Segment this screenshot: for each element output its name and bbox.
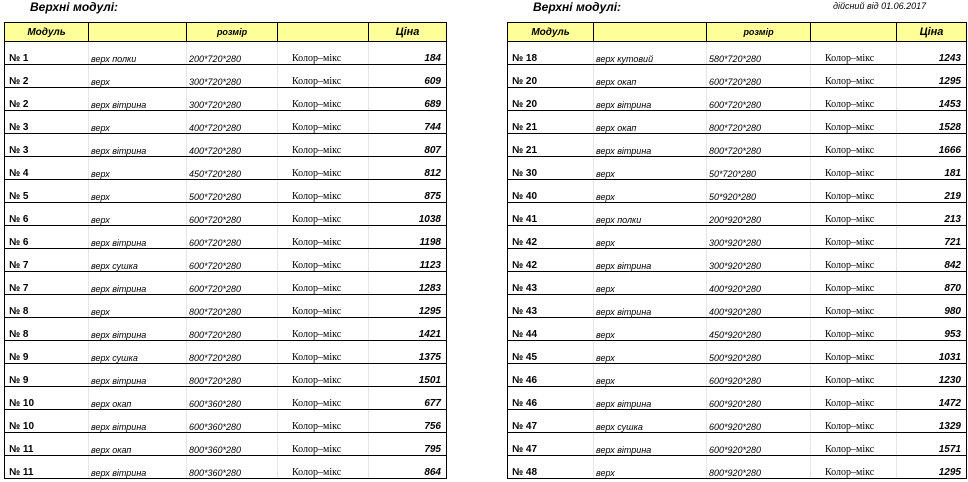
size-cell: 400*920*280: [707, 295, 811, 318]
table-row: [508, 226, 967, 249]
description-cell: верх вітрина: [594, 134, 707, 157]
color-cell: Колор–мікс: [811, 226, 897, 249]
description-cell: верх вітрина: [89, 272, 187, 295]
price-cell: 1038: [369, 203, 447, 226]
table-row: [5, 180, 447, 203]
description-cell: верх: [89, 65, 187, 88]
color-cell: Колор–мікс: [278, 88, 369, 111]
size-cell: 400*720*280: [187, 134, 278, 157]
size-cell: 800*360*280: [187, 456, 278, 479]
size-cell: 600*360*280: [187, 387, 278, 410]
price-cell: 864: [369, 456, 447, 479]
module-cell: № 20: [508, 65, 594, 88]
size-cell: 500*920*280: [707, 341, 811, 364]
color-cell: Колор–мікс: [278, 318, 369, 341]
module-cell: № 45: [508, 341, 594, 364]
color-cell: Колор–мікс: [811, 341, 897, 364]
color-cell: Колор–мікс: [278, 226, 369, 249]
table-row: [5, 318, 447, 341]
price-cell: 807: [369, 134, 447, 157]
module-cell: № 18: [508, 42, 594, 65]
price-cell: 219: [897, 180, 967, 203]
price-cell: 1295: [369, 295, 447, 318]
price-cell: 1295: [897, 65, 967, 88]
module-cell: № 1: [5, 42, 89, 65]
table-row: [508, 295, 967, 318]
module-cell: № 30: [508, 157, 594, 180]
price-cell: 875: [369, 180, 447, 203]
size-cell: 50*920*280: [707, 180, 811, 203]
table-row: [508, 318, 967, 341]
module-cell: № 48: [508, 456, 594, 479]
module-cell: № 4: [5, 157, 89, 180]
color-cell: Колор–мікс: [278, 295, 369, 318]
price-cell: 842: [897, 249, 967, 272]
color-cell: Колор–мікс: [278, 180, 369, 203]
module-cell: № 3: [5, 111, 89, 134]
size-cell: 200*920*280: [707, 203, 811, 226]
description-cell: верх: [594, 364, 707, 387]
description-cell: верх сушка: [594, 410, 707, 433]
description-cell: верх: [594, 456, 707, 479]
color-cell: Колор–мікс: [278, 249, 369, 272]
color-cell: Колор–мікс: [811, 433, 897, 456]
module-cell: № 42: [508, 226, 594, 249]
left-price-table: [4, 22, 447, 479]
color-cell: Колор–мікс: [811, 42, 897, 65]
description-cell: верх вітрина: [594, 88, 707, 111]
size-cell: 800*720*280: [187, 364, 278, 387]
module-cell: № 47: [508, 433, 594, 456]
size-column-header: розмір: [707, 23, 811, 42]
description-cell: верх вітрина: [89, 226, 187, 249]
description-cell: верх: [594, 341, 707, 364]
price-cell: 677: [369, 387, 447, 410]
size-cell: 800*720*280: [187, 318, 278, 341]
description-cell: верх окап: [89, 433, 187, 456]
color-cell: Колор–мікс: [811, 111, 897, 134]
price-cell: 1295: [897, 456, 967, 479]
description-cell: верх: [594, 226, 707, 249]
color-cell: Колор–мікс: [811, 364, 897, 387]
table-row: [508, 341, 967, 364]
description-column-header: [594, 23, 707, 42]
size-cell: 450*920*280: [707, 318, 811, 341]
price-cell: 870: [897, 272, 967, 295]
table-row: [5, 134, 447, 157]
table-row: [508, 272, 967, 295]
description-cell: верх: [89, 203, 187, 226]
size-cell: 300*920*280: [707, 226, 811, 249]
table-row: [508, 203, 967, 226]
table-row: [5, 157, 447, 180]
size-cell: 600*920*280: [707, 387, 811, 410]
color-cell: Колор–мікс: [811, 387, 897, 410]
size-cell: 580*720*280: [707, 42, 811, 65]
right-section-title: Верхні модулі:: [533, 0, 622, 14]
module-cell: № 9: [5, 341, 89, 364]
size-cell: 600*920*280: [707, 433, 811, 456]
color-cell: Колор–мікс: [278, 387, 369, 410]
table-row: [5, 203, 447, 226]
color-cell: Колор–мікс: [811, 65, 897, 88]
description-cell: верх: [89, 180, 187, 203]
price-cell: 756: [369, 410, 447, 433]
table-row: [5, 226, 447, 249]
module-cell: № 46: [508, 387, 594, 410]
size-cell: 800*720*280: [187, 295, 278, 318]
color-cell: Колор–мікс: [278, 157, 369, 180]
module-cell: № 2: [5, 88, 89, 111]
module-cell: № 3: [5, 134, 89, 157]
price-cell: 812: [369, 157, 447, 180]
color-cell: Колор–мікс: [278, 456, 369, 479]
price-cell: 1528: [897, 111, 967, 134]
table-row: [5, 410, 447, 433]
size-cell: 600*720*280: [187, 226, 278, 249]
table-row: [508, 456, 967, 479]
price-cell: 1123: [369, 249, 447, 272]
module-cell: № 42: [508, 249, 594, 272]
color-cell: Колор–мікс: [811, 295, 897, 318]
module-cell: № 7: [5, 249, 89, 272]
description-cell: верх полки: [594, 203, 707, 226]
table-row: [508, 134, 967, 157]
description-cell: верх вітрина: [89, 134, 187, 157]
price-cell: 1243: [897, 42, 967, 65]
color-cell: Колор–мікс: [278, 272, 369, 295]
size-cell: 450*720*280: [187, 157, 278, 180]
color-cell: Колор–мікс: [811, 180, 897, 203]
description-cell: верх вітрина: [594, 387, 707, 410]
table-row: [508, 364, 967, 387]
description-cell: верх кутовий: [594, 42, 707, 65]
size-cell: 600*720*280: [187, 203, 278, 226]
price-cell: 609: [369, 65, 447, 88]
price-cell: 181: [897, 157, 967, 180]
description-cell: верх: [594, 180, 707, 203]
table-row: [5, 88, 447, 111]
module-column-header: Модуль: [5, 23, 89, 42]
color-column-header: [278, 23, 369, 42]
table-row: [5, 111, 447, 134]
table-row: [508, 42, 967, 65]
size-cell: 300*720*280: [187, 88, 278, 111]
header-row: [508, 23, 967, 42]
color-cell: Колор–мікс: [811, 88, 897, 111]
color-cell: Колор–мікс: [278, 341, 369, 364]
price-cell: 1501: [369, 364, 447, 387]
price-cell: 1453: [897, 88, 967, 111]
price-cell: 213: [897, 203, 967, 226]
module-cell: № 43: [508, 272, 594, 295]
module-cell: № 46: [508, 364, 594, 387]
price-cell: 1329: [897, 410, 967, 433]
description-cell: верх окап: [594, 65, 707, 88]
table-row: [5, 456, 447, 479]
size-cell: 500*720*280: [187, 180, 278, 203]
size-cell: 600*720*280: [707, 65, 811, 88]
color-cell: Колор–мікс: [811, 456, 897, 479]
module-cell: № 41: [508, 203, 594, 226]
module-cell: № 9: [5, 364, 89, 387]
right-price-table: [507, 22, 967, 479]
validity-date-note: дійсний від 01.06.2017: [833, 1, 927, 11]
table-row: [508, 433, 967, 456]
color-cell: Колор–мікс: [278, 203, 369, 226]
module-cell: № 6: [5, 203, 89, 226]
color-cell: Колор–мікс: [278, 42, 369, 65]
color-cell: Колор–мікс: [811, 410, 897, 433]
module-cell: № 21: [508, 111, 594, 134]
color-cell: Колор–мікс: [278, 65, 369, 88]
module-cell: № 44: [508, 318, 594, 341]
color-cell: Колор–мікс: [811, 157, 897, 180]
description-cell: верх: [89, 295, 187, 318]
module-column-header: Модуль: [508, 23, 594, 42]
size-cell: 800*360*280: [187, 433, 278, 456]
color-cell: Колор–мікс: [811, 203, 897, 226]
price-column-header: Ціна: [897, 23, 967, 42]
table-row: [508, 249, 967, 272]
color-cell: Колор–мікс: [278, 364, 369, 387]
description-cell: верх сушка: [89, 249, 187, 272]
table-row: [5, 249, 447, 272]
size-cell: 600*360*280: [187, 410, 278, 433]
price-cell: 1666: [897, 134, 967, 157]
module-cell: № 10: [5, 410, 89, 433]
table-row: [5, 42, 447, 65]
price-cell: 1472: [897, 387, 967, 410]
color-cell: Колор–мікс: [278, 111, 369, 134]
description-cell: верх вітрина: [89, 88, 187, 111]
table-row: [508, 387, 967, 410]
color-cell: Колор–мікс: [278, 410, 369, 433]
price-cell: 1283: [369, 272, 447, 295]
color-cell: Колор–мікс: [278, 433, 369, 456]
module-cell: № 8: [5, 318, 89, 341]
description-cell: верх вітрина: [89, 456, 187, 479]
table-row: [5, 364, 447, 387]
table-row: [508, 180, 967, 203]
description-cell: верх: [594, 157, 707, 180]
size-cell: 600*720*280: [187, 249, 278, 272]
price-cell: 795: [369, 433, 447, 456]
size-cell: 400*720*280: [187, 111, 278, 134]
size-cell: 300*720*280: [187, 65, 278, 88]
price-cell: 1198: [369, 226, 447, 249]
module-cell: № 11: [5, 433, 89, 456]
size-cell: 800*720*280: [707, 134, 811, 157]
module-cell: № 8: [5, 295, 89, 318]
description-cell: верх полки: [89, 42, 187, 65]
module-cell: № 47: [508, 410, 594, 433]
header-row: [5, 23, 447, 42]
table-row: [5, 65, 447, 88]
table-row: [508, 410, 967, 433]
size-cell: 600*920*280: [707, 410, 811, 433]
description-cell: верх: [594, 272, 707, 295]
description-cell: верх окап: [89, 387, 187, 410]
table-row: [5, 295, 447, 318]
table-row: [508, 111, 967, 134]
table-row: [508, 65, 967, 88]
left-section-title: Верхні модулі:: [30, 0, 119, 14]
color-cell: Колор–мікс: [811, 134, 897, 157]
table-row: [5, 387, 447, 410]
module-cell: № 2: [5, 65, 89, 88]
module-cell: № 20: [508, 88, 594, 111]
size-cell: 800*720*280: [707, 111, 811, 134]
module-cell: № 7: [5, 272, 89, 295]
description-cell: верх: [594, 318, 707, 341]
price-column-header: Ціна: [369, 23, 447, 42]
price-cell: 1571: [897, 433, 967, 456]
description-cell: верх вітрина: [594, 249, 707, 272]
description-cell: верх: [89, 111, 187, 134]
size-cell: 800*920*280: [707, 456, 811, 479]
size-column-header: розмір: [187, 23, 278, 42]
price-cell: 689: [369, 88, 447, 111]
price-cell: 1421: [369, 318, 447, 341]
size-cell: 600*720*280: [187, 272, 278, 295]
price-cell: 744: [369, 111, 447, 134]
table-row: [508, 157, 967, 180]
size-cell: 50*720*280: [707, 157, 811, 180]
size-cell: 600*720*280: [707, 88, 811, 111]
description-cell: верх: [89, 157, 187, 180]
table-row: [5, 433, 447, 456]
price-cell: 980: [897, 295, 967, 318]
price-cell: 953: [897, 318, 967, 341]
size-cell: 400*920*280: [707, 272, 811, 295]
price-cell: 1031: [897, 341, 967, 364]
table-row: [5, 341, 447, 364]
table-row: [5, 272, 447, 295]
module-cell: № 10: [5, 387, 89, 410]
price-cell: 184: [369, 42, 447, 65]
module-cell: № 40: [508, 180, 594, 203]
description-cell: верх вітрина: [89, 318, 187, 341]
price-cell: 1375: [369, 341, 447, 364]
description-cell: верх окап: [594, 111, 707, 134]
color-column-header: [811, 23, 897, 42]
description-cell: верх вітрина: [594, 295, 707, 318]
description-cell: верх сушка: [89, 341, 187, 364]
module-cell: № 21: [508, 134, 594, 157]
color-cell: Колор–мікс: [811, 272, 897, 295]
description-cell: верх вітрина: [89, 410, 187, 433]
module-cell: № 5: [5, 180, 89, 203]
size-cell: 600*920*280: [707, 364, 811, 387]
color-cell: Колор–мікс: [811, 318, 897, 341]
description-cell: верх вітрина: [594, 433, 707, 456]
table-row: [508, 88, 967, 111]
size-cell: 800*720*280: [187, 341, 278, 364]
description-cell: верх вітрина: [89, 364, 187, 387]
color-cell: Колор–мікс: [811, 249, 897, 272]
size-cell: 300*920*280: [707, 249, 811, 272]
module-cell: № 43: [508, 295, 594, 318]
module-cell: № 6: [5, 226, 89, 249]
size-cell: 200*720*280: [187, 42, 278, 65]
price-cell: 1230: [897, 364, 967, 387]
module-cell: № 11: [5, 456, 89, 479]
price-cell: 721: [897, 226, 967, 249]
description-column-header: [89, 23, 187, 42]
color-cell: Колор–мікс: [278, 134, 369, 157]
